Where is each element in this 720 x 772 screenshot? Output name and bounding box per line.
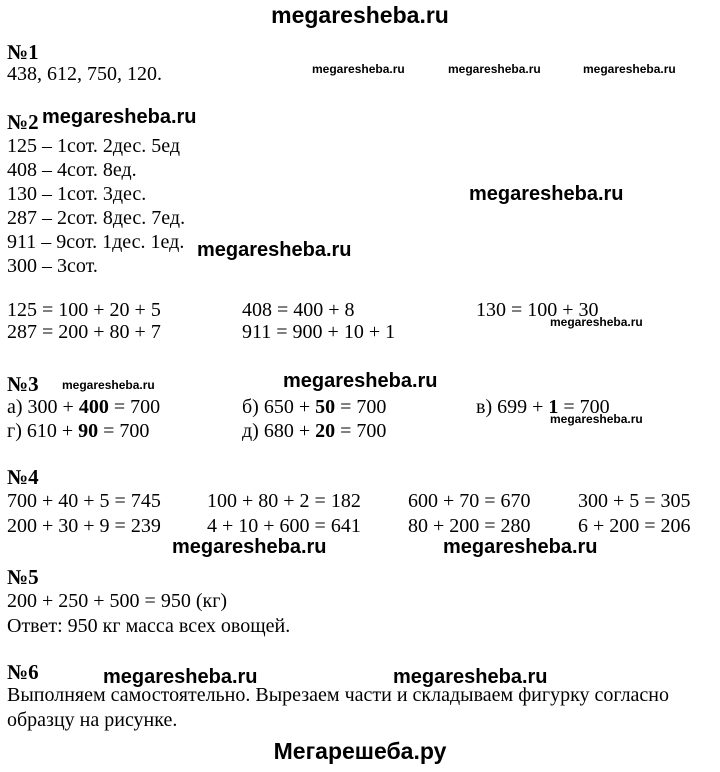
task-2-line: 408 – 4сот. 8ед. bbox=[7, 159, 137, 181]
watermark: megaresheba.ru bbox=[62, 378, 155, 392]
task-1-title: №1 bbox=[7, 40, 39, 64]
task-4-title: №4 bbox=[7, 465, 39, 489]
watermark: megaresheba.ru bbox=[469, 183, 624, 205]
task-2-equation: 125 = 100 + 20 + 5 bbox=[7, 299, 161, 321]
task-3-item: а) 300 + 400 = 700 bbox=[7, 396, 161, 418]
task-2-line: 130 – 1сот. 3дес. bbox=[7, 183, 147, 205]
watermark: megaresheba.ru bbox=[443, 536, 598, 558]
task-2-line: 300 – 3сот. bbox=[7, 255, 98, 277]
watermark: megaresheba.ru bbox=[197, 239, 352, 261]
task-2-equation: 287 = 200 + 80 + 7 bbox=[7, 321, 161, 343]
task-2-line: 125 – 1сот. 2дес. 5ед bbox=[7, 135, 181, 157]
task-2-line: 911 – 9сот. 1дес. 1ед. bbox=[7, 231, 185, 253]
watermark: megaresheba.ru bbox=[448, 62, 541, 76]
task-3-item: г) 610 + 90 = 700 bbox=[7, 420, 150, 442]
watermark: megaresheba.ru bbox=[103, 666, 258, 688]
task-2-equation: 130 = 100 + 30 bbox=[476, 299, 599, 321]
task-3-item: в) 699 + 1 = 700 bbox=[476, 396, 610, 418]
task-4-cell: 80 + 200 = 280 bbox=[408, 515, 531, 537]
task-4-cell: 300 + 5 = 305 bbox=[578, 490, 691, 512]
watermark: megaresheba.ru bbox=[283, 370, 438, 392]
task-5-line: 200 + 250 + 500 = 950 (кг) bbox=[7, 590, 228, 612]
task-6-line: образцу на рисунке. bbox=[7, 709, 178, 731]
page-footer: Мегарешеба.ру bbox=[273, 738, 447, 764]
watermark: megaresheba.ru bbox=[583, 62, 676, 76]
task-3-title: №3 bbox=[7, 372, 39, 396]
task-1-answer: 438, 612, 750, 120. bbox=[7, 63, 162, 85]
task-6-title: №6 bbox=[7, 660, 39, 684]
task-4-cell: 4 + 10 + 600 = 641 bbox=[207, 515, 361, 537]
watermark: megaresheba.ru bbox=[312, 62, 405, 76]
watermark: megaresheba.ru bbox=[42, 106, 197, 128]
watermark: megaresheba.ru bbox=[550, 412, 643, 426]
task-4-cell: 200 + 30 + 9 = 239 bbox=[7, 515, 161, 537]
task-4-cell: 600 + 70 = 670 bbox=[408, 490, 531, 512]
task-3-item: д) 680 + 20 = 700 bbox=[242, 420, 387, 442]
watermark: megaresheba.ru bbox=[393, 666, 548, 688]
watermark: megaresheba.ru bbox=[550, 315, 643, 329]
task-4-cell: 100 + 80 + 2 = 182 bbox=[207, 490, 361, 512]
task-3-item: б) 650 + 50 = 700 bbox=[242, 396, 387, 418]
task-4-cell: 6 + 200 = 206 bbox=[578, 515, 691, 537]
task-5-title: №5 bbox=[7, 565, 39, 589]
watermark: megaresheba.ru bbox=[172, 536, 327, 558]
task-2-line: 287 – 2сот. 8дес. 7ед. bbox=[7, 207, 186, 229]
page-header: megaresheba.ru bbox=[271, 2, 449, 28]
task-4-cell: 700 + 40 + 5 = 745 bbox=[7, 490, 161, 512]
task-5-answer: Ответ: 950 кг масса всех овощей. bbox=[7, 615, 291, 637]
task-2-title: №2 bbox=[7, 110, 39, 134]
task-6-line: Выполняем самостоятельно. Вырезаем части и складываем фигурку согласно bbox=[7, 684, 670, 706]
task-2-equation: 408 = 400 + 8 bbox=[242, 299, 355, 321]
task-2-equation: 911 = 900 + 10 + 1 bbox=[242, 321, 396, 343]
